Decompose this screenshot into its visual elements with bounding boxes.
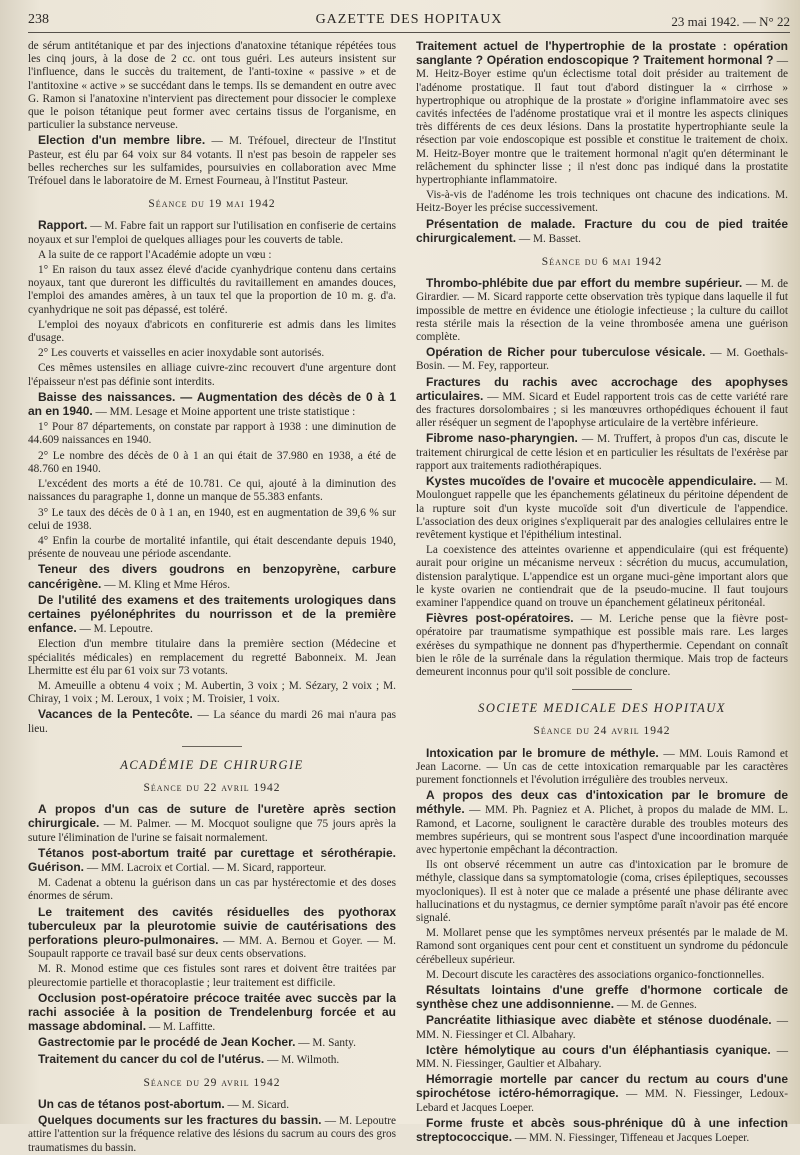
item-heading: Thrombo-phlébite due par effort du membre supérieur.: [426, 276, 743, 291]
item-heading: Fractures du rachis avec accrochage des apophyses articulaires.: [416, 374, 788, 403]
item-heading: Vacances de la Pentecôte.: [38, 707, 193, 722]
paragraph: Vacances de la Pentecôte. — La séance du mardi 26 mai n'aura pas lieu.: [28, 707, 396, 735]
item-heading: Quelques documents sur les fractures du bassin.: [38, 1113, 322, 1128]
paragraph: Présentation de malade. Fracture du cou de pied traitée chirurgicalement. — M. Basset.: [416, 216, 788, 245]
paragraph: A propos des deux cas d'intoxication par le bromure de méthyle. — MM. Ph. Pagniez et A. Plichet, à propos du malade de MM. L. Ramond, et Lacorne, soulignent le caractère durable des troubles moteurs des membres supérieurs, qui se montrent sous l'aspect d'une incoordination marquée avec hypertonie empêchant la décontraction.: [416, 788, 788, 856]
paragraph: Rapport. — M. Fabre fait un rapport sur l'utilisation en confiserie de certains noyaux et sur l'emploi de quelques alliages pour les couverts de table.: [28, 218, 396, 246]
society-heading: SOCIETE MEDICALE DES HOPITAUX: [478, 701, 726, 716]
section-divider: [572, 689, 632, 690]
paragraph: Fractures du rachis avec accrochage des apophyses articulaires. — MM. Sicard et Eudel rapportent trois cas de cette variété rare des fractures dorsolombaires ; si les manœuvres orthopédiques échouent il faut aller réséquer un segment de l'apophyse articulaire de la vertèbre inférieure.: [416, 374, 788, 430]
paragraph: Thrombo-phlébite due par effort du membre supérieur. — M. de Girardier. — M. Sicard rapporte cette observation très typique dans laquelle il fut impossible de mettre en évidence une étiologie infectieuse ; la culture du caillot resta stérile mais la résection de la veine thrombosée amena une guérison complète.: [416, 276, 788, 344]
issue-date: 23 mai 1942. — N° 22: [671, 14, 790, 29]
left-column: [28, 40, 396, 1154]
section-divider: [182, 746, 242, 747]
paragraph: L'excédent des morts a été de 10.781. Ce qui, ajouté à la diminution des naissances du paragraphe 1, donne un manque de 55.383 enfants.: [28, 478, 396, 504]
paragraph: A la suite de ce rapport l'Académie adopte un vœu :: [38, 248, 272, 261]
paragraph: Intoxication par le bromure de méthyle. — MM. Louis Ramond et Jean Lacorne. — Un cas de cette intoxication remarquable par les caractères purement fonctionnels et l'évolution irrégulière des troubles nerveux.: [416, 745, 788, 786]
page-number: 238: [28, 12, 49, 27]
paragraph: Forme fruste et abcès sous-phrénique dû à une infection streptococcique. — MM. N. Fiessinger, Tiffeneau et Jacques Loeper.: [416, 1115, 788, 1145]
item-heading: Un cas de tétanos post-abortum.: [38, 1097, 225, 1112]
right-column: [416, 39, 789, 1145]
paragraph: 2° Le nombre des décès de 0 à 1 an qui était de 37.980 en 1938, a été de 48.760 en 1940.: [28, 449, 396, 475]
paragraph: 1° En raison du taux assez élevé d'acide cyanhydrique contenu dans certains noyaux, tant que dureront les difficultés du ravitaillement en amandes douces, l'emploi des amandes amères, à un taux tel que la proportion de 10 m. g. d'a. cyanhydrique ne soit pas dépassé, est toléré.: [28, 264, 396, 316]
paragraph: M. R. Monod estime que ces fistules sont rares et doivent être traitées par pleurectomie partielle et thoracoplastie ; leur traitement est difficile.: [28, 963, 396, 989]
paragraph: M. Cadenat a obtenu la guérison dans un cas par hystérectomie et des doses énormes de sérum.: [28, 877, 396, 903]
item-heading: Gastrectomie par le procédé de Jean Kocher.: [38, 1035, 296, 1050]
item-heading: De l'utilité des examens et des traitements urologiques dans certaines pyélonéphrites du nourrisson et de la première enfance.: [28, 592, 396, 636]
item-heading: Occlusion post-opératoire précoce traitée avec succès par la rachi associée à la position de Trendelenburg forcée et au massage abdominal.: [28, 990, 396, 1034]
item-heading: Teneur des divers goudrons en benzopyrène, carbure cancérigène.: [28, 562, 396, 591]
item-heading: Opération de Richer pour tuberculose vésicale.: [426, 345, 706, 360]
paragraph: Fièvres post-opératoires. — M. Leriche pense que la fièvre post-opératoire par traumatisme sympathique est possible mais rare. Les larges exérèses du sympathique ne donnent pas d'hyperthermie. Cependant on connaît bien le rôle de la surrénale dans la régulation thermique. Mais trop de facteurs demeurent inconnus pour qu'il soit possible de conclure.: [416, 611, 788, 678]
paragraph: A propos d'un cas de suture de l'uretère après section chirurgicale. — M. Palmer. — M. Mocquot souligne que 75 jours après la suture l'élimination de l'urine se faisait normalement.: [28, 802, 396, 844]
paragraph: Ictère hémolytique au cours d'un éléphantiasis cyanique. — MM. N. Fiessinger, Gaultier et Albahary.: [416, 1042, 788, 1071]
paragraph: L'emploi des noyaux d'abricots en confiturerie est admis dans les limites d'usage.: [28, 318, 396, 345]
paragraph: Election d'un membre titulaire dans la première section (Médecine et spécialités médicales) en remplacement du regretté Babonneix. M. Jean Lhermitte est élu par 61 voix sur 73 votants.: [28, 638, 396, 677]
paragraph: La coexistence des atteintes ovarienne et appendiculaire (qui est fréquente) aurait pour origine un mécanisme nerveux : sécrétion du mucus, accumulation, distension paralytique. L'appendice est un organe muci-gène important alors que le kyste ovarien ne contiendrait que de la pseudo-mucine. Il faut toujours examiner l'appendice quand on trouve un épanchement gélatineux péritonéal.: [416, 544, 788, 609]
paragraph: M. Mollaret pense que les symptômes nerveux présentés par le malade de M. Ramond sont organiques cent pour cent et constituent un syndrome du pédoncule cérébelleux supérieur.: [416, 927, 788, 966]
session-heading: Séance du 24 avril 1942: [533, 725, 671, 738]
item-heading: Intoxication par le bromure de méthyle.: [426, 745, 659, 760]
item-heading: A propos des deux cas d'intoxication par le bromure de méthyle.: [416, 788, 788, 817]
paragraph: 4° Enfin la courbe de mortalité infantile, qui était descendante depuis 1940, présente de nouveau une période ascendante.: [28, 534, 396, 561]
paragraph: Teneur des divers goudrons en benzopyrène, carbure cancérigène. — M. Kling et Mme Héros.: [28, 562, 396, 591]
item-heading: Fibrome naso-pharyngien.: [426, 431, 578, 446]
item-heading: Traitement actuel de l'hypertrophie de la prostate : opération sanglante ? Opération endoscopique ? Traitement hormonal ?: [416, 39, 788, 68]
item-heading: Fièvres post-opératoires.: [426, 611, 574, 626]
paragraph: Un cas de tétanos post-abortum. — M. Sicard.: [38, 1097, 290, 1112]
session-heading: Séance du 22 avril 1942: [143, 781, 281, 794]
item-heading: Tétanos post-abortum traité par curettage et sérothérapie. Guérison.: [28, 845, 396, 874]
paragraph: Occlusion post-opératoire précoce traitée avec succès par la rachi associée à la position de Trendelenburg forcée et au massage abdominal. — M. Laffitte.: [28, 990, 396, 1034]
item-heading: Résultats lointains d'une greffe d'hormone corticale de synthèse chez une addisonnienne.: [416, 983, 788, 1012]
paragraph: Quelques documents sur les fractures du bassin. — M. Lepoutre attire l'attention sur la fréquence relative des lésions du sacrum au cours des gros traumatismes du bassin.: [28, 1113, 396, 1154]
session-heading: Séance du 6 mai 1942: [541, 256, 663, 269]
society-heading: ACADÉMIE DE CHIRURGIE: [120, 757, 304, 772]
page-header: [28, 10, 790, 33]
paragraph: de sérum antitétanique et par des injections d'anatoxine tétanique répétées tous les cinq jours, à la dose de 2 cc. ont tous guéri. Les auteurs insistent sur l'influence, dans le succès du traitement, de l'anti-toxine « passive » et de l'antitoxine « active » se succédant dans le temps. Ils se demandent en outre avec G. Ramon si l'anatoxine n'intervient pas directement pour dissocier le complexe que le poison tétanique peut former avec certains tissus de l'organisme, en particulier la substance nerveuse.: [28, 40, 396, 132]
item-heading: Baisse des naissances. — Augmentation des décès de 0 à 1 an en 1940.: [28, 389, 396, 419]
journal-title: GAZETTE DES HOPITAUX: [315, 12, 503, 27]
paragraph: Tétanos post-abortum traité par curettage et sérothérapie. Guérison. — MM. Lacroix et Cortial. — M. Sicard, rapporteur.: [28, 845, 396, 874]
paragraph: 2° Les couverts et vaisselles en acier inoxydable sont autorisés.: [38, 347, 325, 360]
paragraph: Traitement actuel de l'hypertrophie de la prostate : opération sanglante ? Opération endoscopique ? Traitement hormonal ? — M. Heitz-Boyer estime qu'un éclectisme total doit présider au traitement de l'adénome prostatique. Il faut tout d'abord distinguer la « cirrhose » hypertrophique ou atrophique de la prostate » d'origine inflammatoire avec ses cavités infectées de l'adénome prostatique vrai et il montre les aspects cliniques très différents de ces deux lésions. Dans la prostatite hypertrophiante seule la résection par voie endoscopique est possible et constitue le traitement de choix. M. Heitz-Boyer montre que le traitement hormonal n'agit qu'en déterminant le relâchement du sphincter lisse ; il n'est donc pas indiqué dans la prostatite hypertrophiante inflammatoire.: [416, 39, 788, 187]
paragraph: Opération de Richer pour tuberculose vésicale. — M. Goethals-Bosin. — M. Fey, rapporteur.: [416, 345, 789, 373]
paragraph: Résultats lointains d'une greffe d'hormone corticale de synthèse chez une addisonnienne. — M. de Gennes.: [416, 983, 788, 1012]
item-heading: Election d'un membre libre.: [38, 133, 206, 148]
paragraph: Baisse des naissances. — Augmentation des décès de 0 à 1 an en 1940. — MM. Lesage et Moine apportent une triste statistique :: [28, 389, 396, 419]
item-heading: Traitement du cancer du col de l'utérus.: [38, 1051, 265, 1066]
item-heading: Présentation de malade. Fracture du cou de pied traitée chirurgicalement.: [416, 216, 788, 245]
paragraph: Fibrome naso-pharyngien. — M. Truffert, à propos d'un cas, discute le traitement chirurgical de cette lésion et en particulier les résultats de l'exérèse par rapport aux traitements radiothérapiques.: [416, 431, 789, 472]
item-heading: Hémorragie mortelle par cancer du rectum au cours d'une spirochétose ictéro-hémorragique.: [416, 1072, 788, 1101]
paragraph: Hémorragie mortelle par cancer du rectum au cours d'une spirochétose ictéro-hémorragique. — MM. N. Fiessinger, Ledoux-Lebard et Jacques Loeper.: [416, 1072, 788, 1114]
paragraph: Election d'un membre libre. — M. Tréfouel, directeur de l'Institut Pasteur, est élu par 64 voix sur 84 votants. Il n'est pas besoin de rappeler ses belles recherches sur les sulfamides, poursuivies en collaboration avec Mme Tréfouel dans le laboratoire de M. Ernest Fourneau, à l'Institut Pasteur.: [28, 133, 396, 188]
paragraph: Ils ont observé récemment un autre cas d'intoxication par le bromure de méthyle, classique dans sa symptomatologie (coma, crises épileptiques, secousses myocloniques). Il est à noter que ce malade a présenté une phase délirante avec hallucinations et du nystagmus, ce dernier symptôme paraît n'avoir pas été encore signalé.: [416, 859, 788, 924]
paragraph: Ces mêmes ustensiles en alliage cuivre-zinc recouvert d'une argenture dont l'épaisseur n'est pas définie sont interdits.: [28, 362, 396, 388]
paragraph: Kystes mucoïdes de l'ovaire et mucocèle appendiculaire. — M. Moulonguet rappelle que les épanchements gélatineux du péritoine dépendent de la rupture soit d'un kyste mucoïde soit d'un diverticule de l'appendice. L'association des deux origines s'expliquerait par des analogies cellulaires entre le revêtement kystique et l'épithélium intestinal.: [416, 474, 788, 541]
item-heading: Forme fruste et abcès sous-phrénique dû à une infection streptococcique.: [416, 1115, 788, 1145]
item-heading: Le traitement des cavités résiduelles des pyothorax tuberculeux par la pleurotomie suivie de cautérisations des perforations pleuro-pulmonaires.: [28, 904, 396, 947]
paragraph: De l'utilité des examens et des traitements urologiques dans certaines pyélonéphrites du nourrisson et de la première enfance. — M. Lepoutre.: [28, 592, 396, 636]
item-heading: Pancréatite lithiasique avec diabète et sténose duodénale.: [426, 1013, 772, 1028]
item-heading: Kystes mucoïdes de l'ovaire et mucocèle appendiculaire.: [426, 474, 757, 489]
paragraph: 1° Pour 87 départements, on constate par rapport à 1938 : une diminution de 44.609 naissances en 1940.: [28, 421, 396, 447]
session-heading: Séance du 29 avril 1942: [143, 1076, 281, 1089]
session-heading: Séance du 19 mai 1942: [148, 198, 276, 211]
paragraph: Le traitement des cavités résiduelles des pyothorax tuberculeux par la pleurotomie suivie de cautérisations des perforations pleuro-pulmonaires. — MM. A. Bernou et Goyer. — M. Soupault rapporte ce travail basé sur deux cents observations.: [28, 904, 396, 961]
paragraph: M. Ameuille a obtenu 4 voix ; M. Aubertin, 3 voix ; M. Sézary, 2 voix ; M. Chiray, 1 voix ; M. Leroux, 1 voix ; M. Troisier, 1 voix.: [28, 679, 396, 706]
paragraph: Vis-à-vis de l'adénome les trois techniques ont chacune des indications. M. Heitz-Boyer les précise successivement.: [416, 189, 788, 215]
paragraph: Gastrectomie par le procédé de Jean Kocher. — M. Santy.: [38, 1035, 356, 1050]
item-heading: A propos d'un cas de suture de l'uretère après section chirurgicale.: [28, 802, 396, 831]
item-heading: Rapport.: [38, 218, 88, 233]
paragraph: Pancréatite lithiasique avec diabète et sténose duodénale. — MM. N. Fiessinger et Cl. Albahary.: [416, 1013, 788, 1041]
paragraph: 3° Le taux des décès de 0 à 1 an, en 1940, est en augmentation de 39,6 % sur celui de 1938.: [28, 506, 396, 532]
paragraph: Traitement du cancer du col de l'utérus. — M. Wilmoth.: [38, 1051, 340, 1066]
paragraph: M. Decourt discute les caractères des associations organico-fonctionnelles.: [426, 968, 765, 981]
item-heading: Ictère hémolytique au cours d'un éléphantiasis cyanique.: [426, 1042, 771, 1057]
